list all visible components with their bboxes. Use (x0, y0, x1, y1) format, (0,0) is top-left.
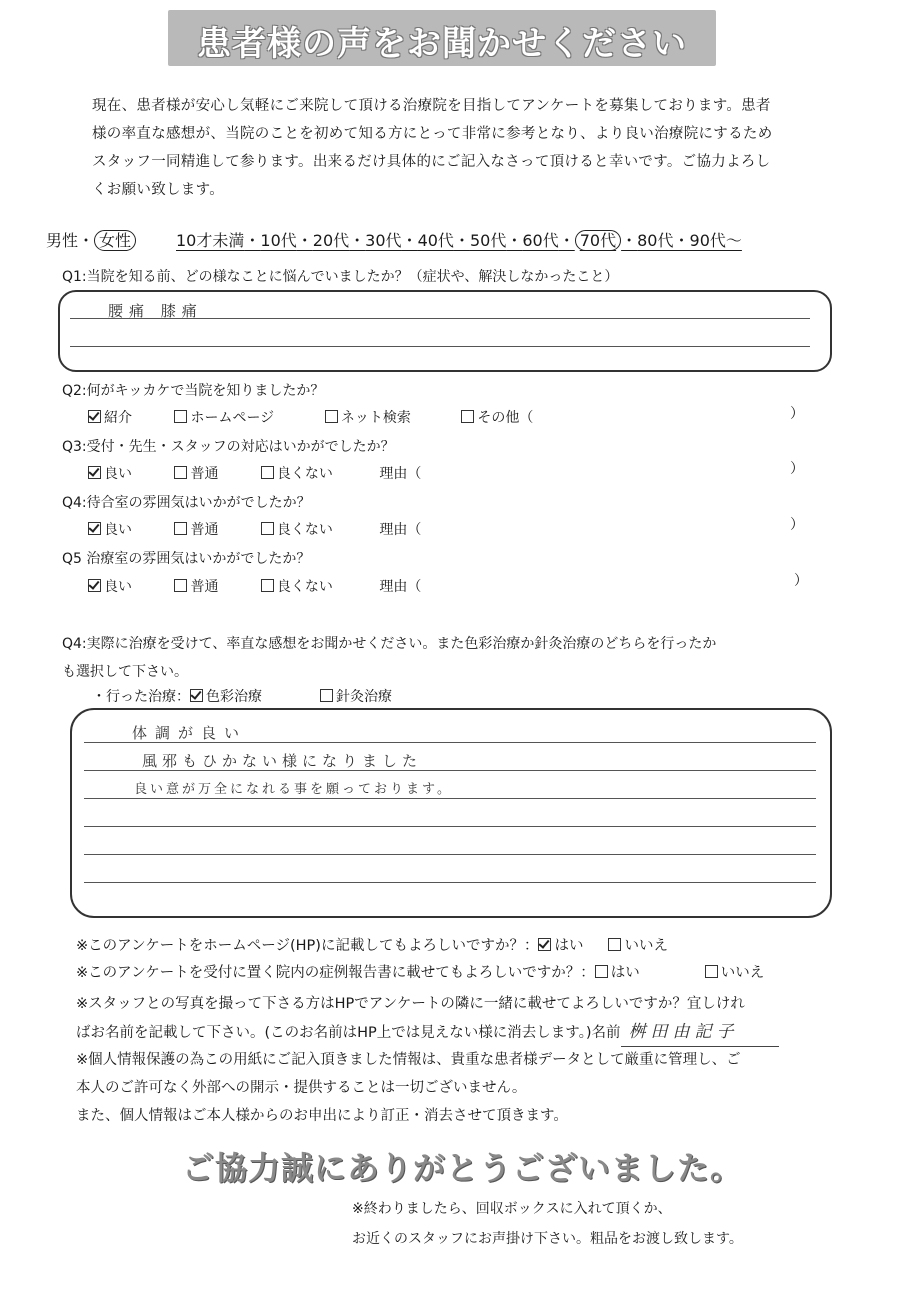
checkbox-icon[interactable] (595, 965, 608, 978)
q3-options (88, 463, 421, 483)
note-hp-text: ※このアンケートをホームページ(HP)に記載してもよろしいですか？： (76, 938, 539, 954)
q6-treatment-label: ・行った治療： (92, 689, 190, 705)
q4-option-normal[interactable]: 普通 (174, 519, 256, 539)
age-option-selected[interactable]: 70代 (575, 230, 621, 251)
q5-reason-label: 理由（ (379, 579, 422, 595)
note-photo (76, 990, 779, 1047)
q3-option-normal[interactable]: 普通 (174, 463, 256, 483)
note-photo-line: ※スタッフとの写真を撮って下さる方はHPでアンケートの隣に一緒に載せてよろしいですか？宜しけれ (76, 996, 745, 1012)
checkbox-checked-icon[interactable] (190, 689, 203, 702)
q6-label-line: Q4:実際に治療を受けて、率直な感想をお聞かせください。また色彩治療か針灸治療のどちらを行ったか (62, 636, 717, 652)
q3-option-bad[interactable]: 良くない (261, 463, 375, 483)
q2-option-homepage[interactable]: ホームページ (174, 407, 320, 427)
q4-label: Q4:待合室の雰囲気はいかがでしたか？ (62, 495, 311, 511)
checkbox-icon[interactable] (174, 579, 187, 592)
age-separator: ・ (401, 231, 418, 250)
q4-options (88, 519, 421, 539)
age-separator: ・ (621, 231, 638, 250)
age-separator: ・ (506, 231, 523, 250)
page-title: 患者様の声をお聞かせください (197, 24, 687, 64)
note-photo-line-text: ばお名前を記載して下さい。(このお名前はHP上では見えない様に消去します。)名前 (76, 1025, 621, 1041)
intro-line: 現在、患者様が安心し気軽にご来院して頂ける治療院を目指してアンケートを募集しております。患者 (92, 98, 771, 114)
q4-close-paren: ） (790, 517, 804, 533)
q2-label: Q2:何がキッカケで当院を知りましたか？ (62, 383, 325, 399)
q2-close-paren: ） (790, 406, 804, 422)
age-row (176, 228, 742, 251)
age-option[interactable]: 20代 (312, 231, 350, 250)
q2-option-net-search[interactable]: ネット検索 (325, 407, 457, 427)
q2-option-referral[interactable]: 紹介 (88, 407, 170, 427)
note-privacy (76, 1046, 741, 1130)
q1-label: Q1:当院を知る前、どの様なことに悩んでいましたか？（症状や、解決しなかったこと） (62, 269, 619, 285)
intro-paragraph (92, 92, 832, 204)
note-hp-no[interactable]: いいえ (608, 934, 668, 955)
intro-line: スタッフ一同精進して参ります。出来るだけ具体的にご記入なさって頂けると幸いです。ご協力よろし (92, 154, 771, 170)
checkbox-icon[interactable] (174, 466, 187, 479)
q6-label-line: も選択して下さい。 (62, 664, 188, 680)
checkbox-icon[interactable] (261, 579, 274, 592)
footer-line: ※終わりましたら、回収ボックスに入れて頂くか、 (352, 1201, 672, 1217)
note-report-no[interactable]: いいえ (705, 961, 765, 982)
note-hp-yes[interactable]: はい (538, 934, 608, 955)
answer-line (70, 346, 810, 347)
checkbox-icon[interactable] (261, 522, 274, 535)
footer-note (352, 1194, 743, 1254)
q1-answer-text: 腰痛 膝痛 (108, 302, 203, 320)
q3-close-paren: ） (790, 461, 804, 477)
age-separator: ・ (349, 231, 366, 250)
name-field[interactable]: 桝田由記子 (621, 1018, 779, 1047)
q3-label: Q3:受付・先生・スタッフの対応はいかがでしたか？ (62, 439, 395, 455)
q4-reason-label: 理由（ (379, 522, 422, 538)
age-option[interactable]: 40代 (417, 231, 454, 250)
note-report-row (76, 961, 764, 982)
age-option[interactable]: 60代 (522, 231, 559, 250)
q1-answer-box[interactable] (58, 290, 832, 372)
checkbox-icon[interactable] (608, 938, 621, 951)
gender-male[interactable]: 男性 (46, 231, 79, 250)
answer-line (84, 826, 816, 827)
q6-option-color-therapy[interactable]: 色彩治療 (190, 686, 320, 706)
note-report-yes[interactable]: はい (595, 961, 705, 982)
checkbox-checked-icon[interactable] (88, 579, 101, 592)
intro-line: 様の率直な感想が、当院のことを初めて知る方にとって非常に参考となり、より良い治療院にするため (92, 126, 773, 142)
gender-separator: ・ (78, 231, 95, 250)
gender-female-selected[interactable]: 女性 (94, 230, 136, 251)
age-option[interactable]: 30代 (365, 231, 402, 250)
intro-line: くお願い致します。 (92, 182, 225, 198)
age-option[interactable]: 10代 (260, 231, 297, 250)
age-option[interactable]: 90代〜 (689, 231, 742, 250)
checkbox-checked-icon[interactable] (88, 410, 101, 423)
q2-option-other[interactable]: その他（ (461, 407, 533, 427)
q5-option-good[interactable]: 良い (88, 576, 170, 596)
age-separator: ・ (244, 231, 261, 250)
age-separator: ・ (296, 231, 313, 250)
answer-line (84, 882, 816, 883)
title-band (168, 10, 716, 66)
gender-row (46, 228, 136, 251)
q5-label: Q5 治療室の雰囲気はいかがでしたか？ (62, 551, 311, 567)
checkbox-icon[interactable] (174, 522, 187, 535)
note-photo-line2 (76, 1018, 779, 1047)
q6-answer-text: 良い意が万全になれる事を願っております。 (134, 782, 453, 797)
age-option[interactable]: 10才未満 (176, 231, 245, 250)
age-option[interactable]: 50代 (469, 231, 507, 250)
q3-reason-label: 理由（ (379, 466, 422, 482)
note-hp-row (76, 934, 668, 955)
checkbox-icon[interactable] (320, 689, 333, 702)
note-privacy-line: ※個人情報保護の為この用紙にご記入頂きました情報は、貴重な患者様データとして厳重に管理し、ご (76, 1052, 741, 1068)
age-separator: ・ (673, 231, 690, 250)
checkbox-checked-icon[interactable] (88, 466, 101, 479)
answer-line (84, 854, 816, 855)
q6-answer-text: 風邪もひかない様になりました (142, 752, 423, 770)
checkbox-checked-icon[interactable] (88, 522, 101, 535)
checkbox-icon[interactable] (261, 466, 274, 479)
q5-options (88, 576, 421, 596)
checkbox-icon[interactable] (461, 410, 474, 423)
note-privacy-line: また、個人情報はご本人様からのお申出により訂正・消去させて頂きます。 (76, 1108, 568, 1124)
age-separator: ・ (558, 231, 575, 250)
checkbox-icon[interactable] (174, 410, 187, 423)
q6-treatment-row (92, 686, 392, 706)
q6-answer-text: 体調が良い (132, 724, 248, 742)
note-privacy-line: 本人のご許可なく外部への開示・提供することは一切ございません。 (76, 1080, 527, 1096)
age-separator: ・ (453, 231, 470, 250)
checkbox-checked-icon[interactable] (538, 938, 551, 951)
q4-option-bad[interactable]: 良くない (261, 519, 375, 539)
q2-options (88, 407, 533, 427)
q6-answer-box[interactable] (70, 708, 832, 918)
age-option[interactable]: 80代 (637, 231, 674, 250)
q5-option-bad[interactable]: 良くない (261, 576, 375, 596)
thanks-heading: ご協力誠にありがとうございました。 (182, 1149, 744, 1187)
checkbox-icon[interactable] (705, 965, 718, 978)
q5-option-normal[interactable]: 普通 (174, 576, 256, 596)
note-report-text: ※このアンケートを受付に置く院内の症例報告書に載せてもよろしいですか？： (76, 965, 595, 981)
q3-option-good[interactable]: 良い (88, 463, 170, 483)
q5-close-paren: ） (794, 573, 808, 589)
q4-option-good[interactable]: 良い (88, 519, 170, 539)
answer-line (84, 798, 816, 799)
checkbox-icon[interactable] (325, 410, 338, 423)
q6-option-acupuncture[interactable]: 針灸治療 (320, 686, 392, 706)
q6-label (62, 630, 716, 686)
footer-line: お近くのスタッフにお声掛け下さい。粗品をお渡し致します。 (352, 1231, 743, 1247)
